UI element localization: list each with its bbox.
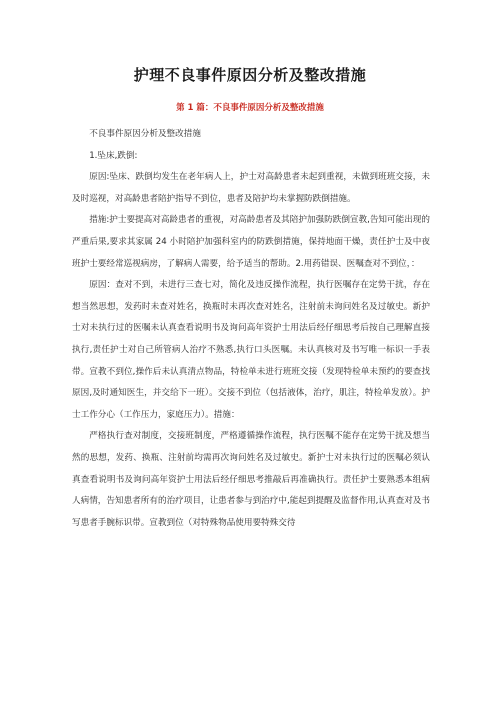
document-title: 护理不良事件原因分析及整改措施 — [133, 66, 367, 84]
paragraph: 1.坠床,跌倒: — [89, 150, 138, 161]
paragraph: 不良事件原因分析及整改措施 — [89, 129, 201, 139]
paragraph: 严格执行查对制度，交接班制度，严格遵循操作流程，执行医嘱不能存在定势干扰及想当然的思想，发药、换瓶、注射前均需再次询问姓名及过敏史。新护士对未执行过的医嘱必须认真查看说明书及询问高年资护士用法后经仔细思考推敲后再准确执行。责任护士要熟悉本组病人病情，告知患者所有的治疗项目，让患者参与到治疗中,能起到提醒及监督作用,认真查对及书写患者手腕标识带。宣教到位（对特殊物品使用要特殊交待 — [72, 431, 430, 528]
paragraph: 措施:护士要提高对高龄患者的重视，对高龄患者及其陪护加强防跌倒宣教,告知可能出现的严重后果,要求其家属 24 小时陪护加强科室内的防跌倒措施，保持地面干燥，责任护士及中夜班护士要经常巡视病房，了解病人需要，给予适当的帮助。2.用药错误、医嘱查对不到位，： — [72, 215, 430, 269]
paragraph: 原因：查对不到，未进行三查七对，简化及违反操作流程，执行医嘱存在定势干扰，存在想当然思想，发药时未查对姓名，换瓶时未再次查对姓名，注射前未询问姓名及过敏史。新护士对未执行过的医嘱未认真查看说明书及询问高年资护士用法后经仔细思考后按自己理解直接执行,责任护士对自己所管病人治疗不熟悉,执行口头医嘱。未认真核对及书写唯一标识一手表带。宣教不到位,操作后未认真清点物品，特检单未进行班班交接（发现特检单未预约的要查找原因,及时通知医生，并交给下一班）。交接不到位（包括液体，治疗，肌注，特检单发放）。护士工作分心（工作压力，家庭压力）。措施： — [72, 280, 430, 420]
document-body — [72, 124, 430, 534]
paragraph: 原因:坠床、跌倒均发生在老年病人上，护士对高龄患者未起到重视，未做到班班交接，未及时巡视，对高龄患者陪护指导不到位，患者及陪护均未掌握防跌倒措施。 — [72, 172, 430, 204]
chapter-label: 第 1 篇：不良事件原因分析及整改措施 — [176, 103, 324, 113]
